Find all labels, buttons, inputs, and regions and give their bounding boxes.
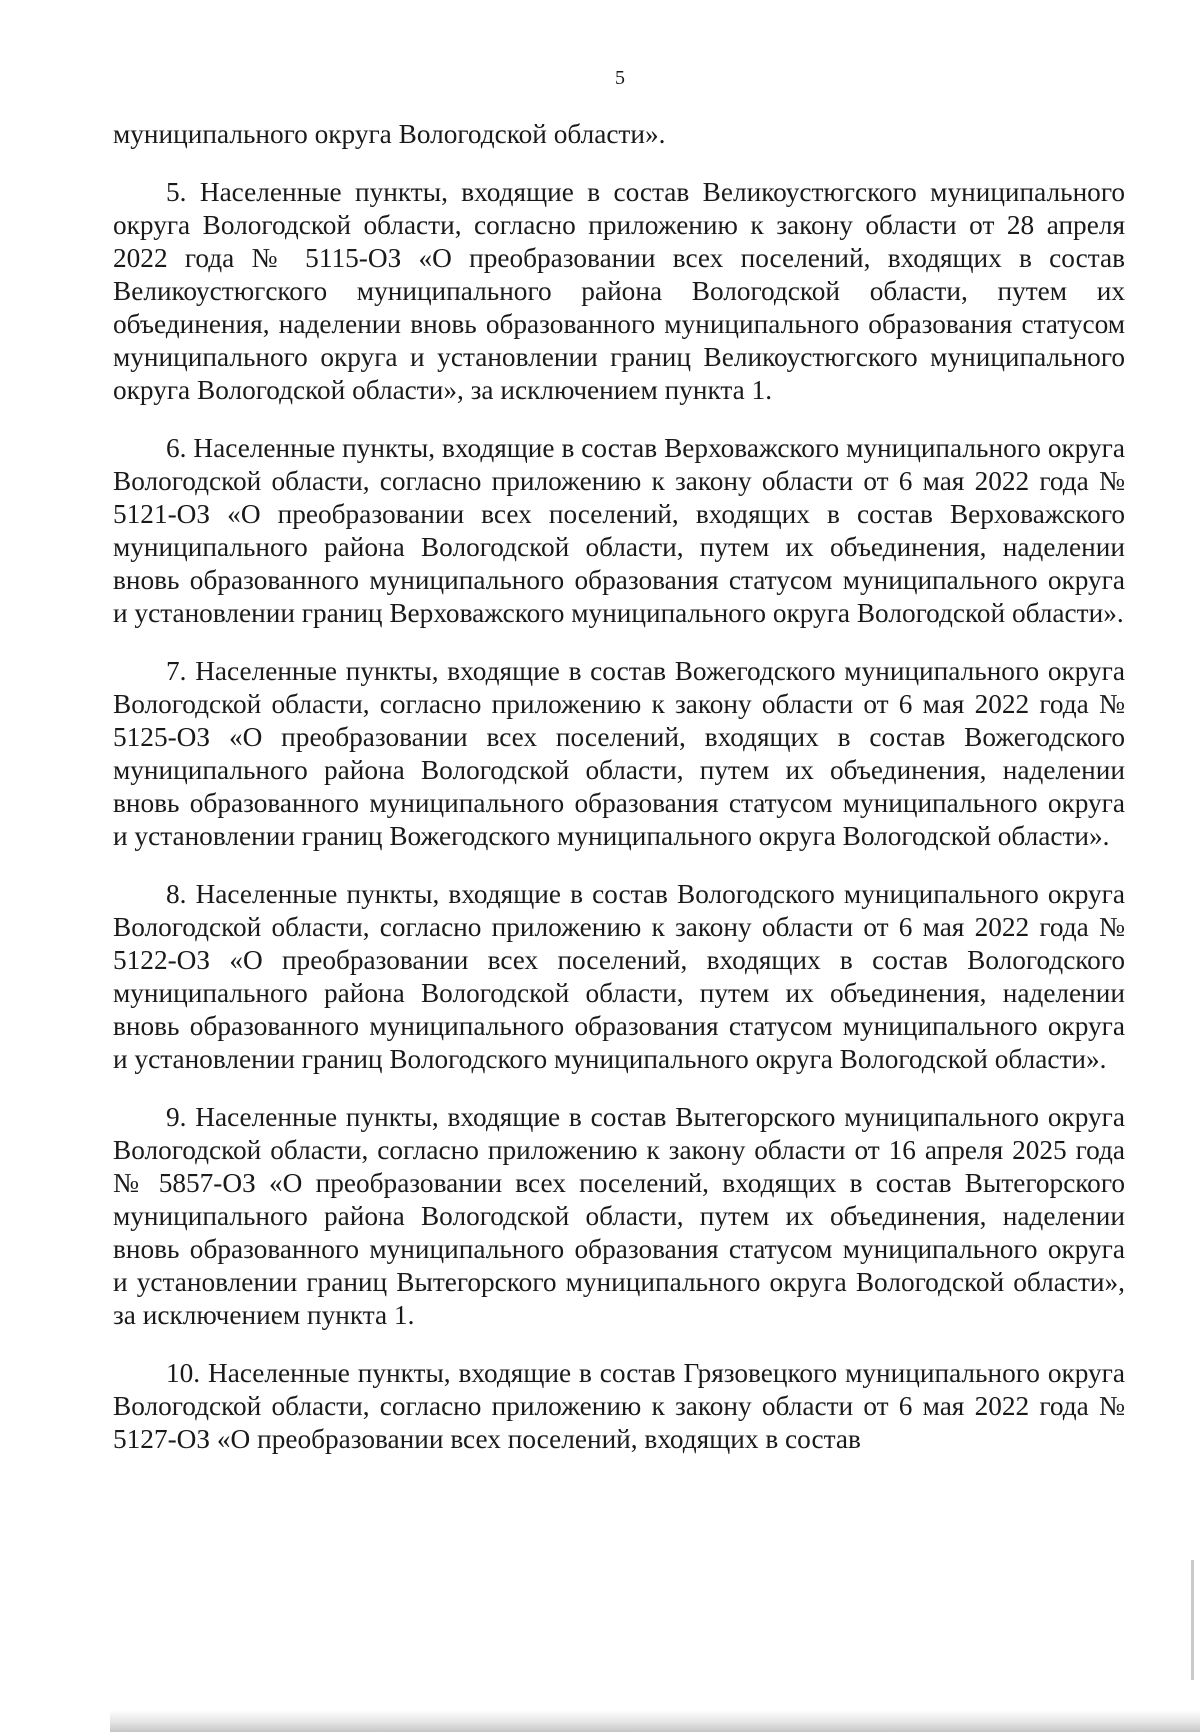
paragraph-item-10: 10. Населенные пункты, входящие в состав Грязовецкого муниципального округа Вологодской области, согласно приложению к закону области от 6 мая 2022 года № 5127-ОЗ «О преобразовании всех поселений, входящих в состав [113,1358,1125,1454]
paragraph-item-8: 8. Населенные пункты, входящие в состав Вологодского муниципального округа Вологодской области, согласно приложению к закону области от 6 мая 2022 года № 5122-ОЗ «О преобразовании всех поселений, входящих в состав Вологодского муниципального района Вологодской области, путем их объединения, наделении вновь образованного муниципального образования статусом муниципального округа и установлении границ Вологодского муниципального округа Вологодской области». [113,879,1125,1074]
page-number: 5 [615,67,625,89]
paragraph-item-5: 5. Населенные пункты, входящие в состав Великоустюгского муниципального округа Вологодской области, согласно приложению к закону области от 28 апреля 2022 года № 5115-ОЗ «О преобразовании всех поселений, входящих в состав Великоустюгского муниципального района Вологодской области, путем их объединения, наделении вновь образованного муниципального образования статусом муниципального округа и установлении границ Великоустюгского муниципального округа Вологодской области», за исключением пункта 1. [113,177,1125,405]
scan-shadow-bottom [110,1710,1200,1732]
paragraph-item-6: 6. Населенные пункты, входящие в состав Верховажского муниципального округа Вологодской области, согласно приложению к закону области от 6 мая 2022 года № 5121-ОЗ «О преобразовании всех поселений, входящих в состав Верховажского муниципального района Вологодской области, путем их объединения, наделении вновь образованного муниципального образования статусом муниципального округа и установлении границ Верховажского муниципального округа Вологодской области». [113,433,1125,628]
paragraph-continued: муниципального округа Вологодской области». [113,119,666,149]
paragraph-item-7: 7. Населенные пункты, входящие в состав Вожегодского муниципального округа Вологодской области, согласно приложению к закону области от 6 мая 2022 года № 5125-ОЗ «О преобразовании всех поселений, входящих в состав Вожегодского муниципального района Вологодской области, путем их объединения, наделении вновь образованного муниципального образования статусом муниципального округа и установлении границ Вожегодского муниципального округа Вологодской области». [113,656,1125,851]
scan-shadow-right [1191,1560,1194,1680]
paragraph-item-9: 9. Населенные пункты, входящие в состав Вытегорского муниципального округа Вологодской области, согласно приложению к закону области от 16 апреля 2025 года № 5857-ОЗ «О преобразовании всех поселений, входящих в состав Вытегорского муниципального района Вологодской области, путем их объединения, наделении вновь образованного муниципального образования статусом муниципального округа и установлении границ Вытегорского муниципального округа Вологодской области», за исключением пункта 1. [113,1102,1125,1330]
document-body [113,118,1125,1456]
